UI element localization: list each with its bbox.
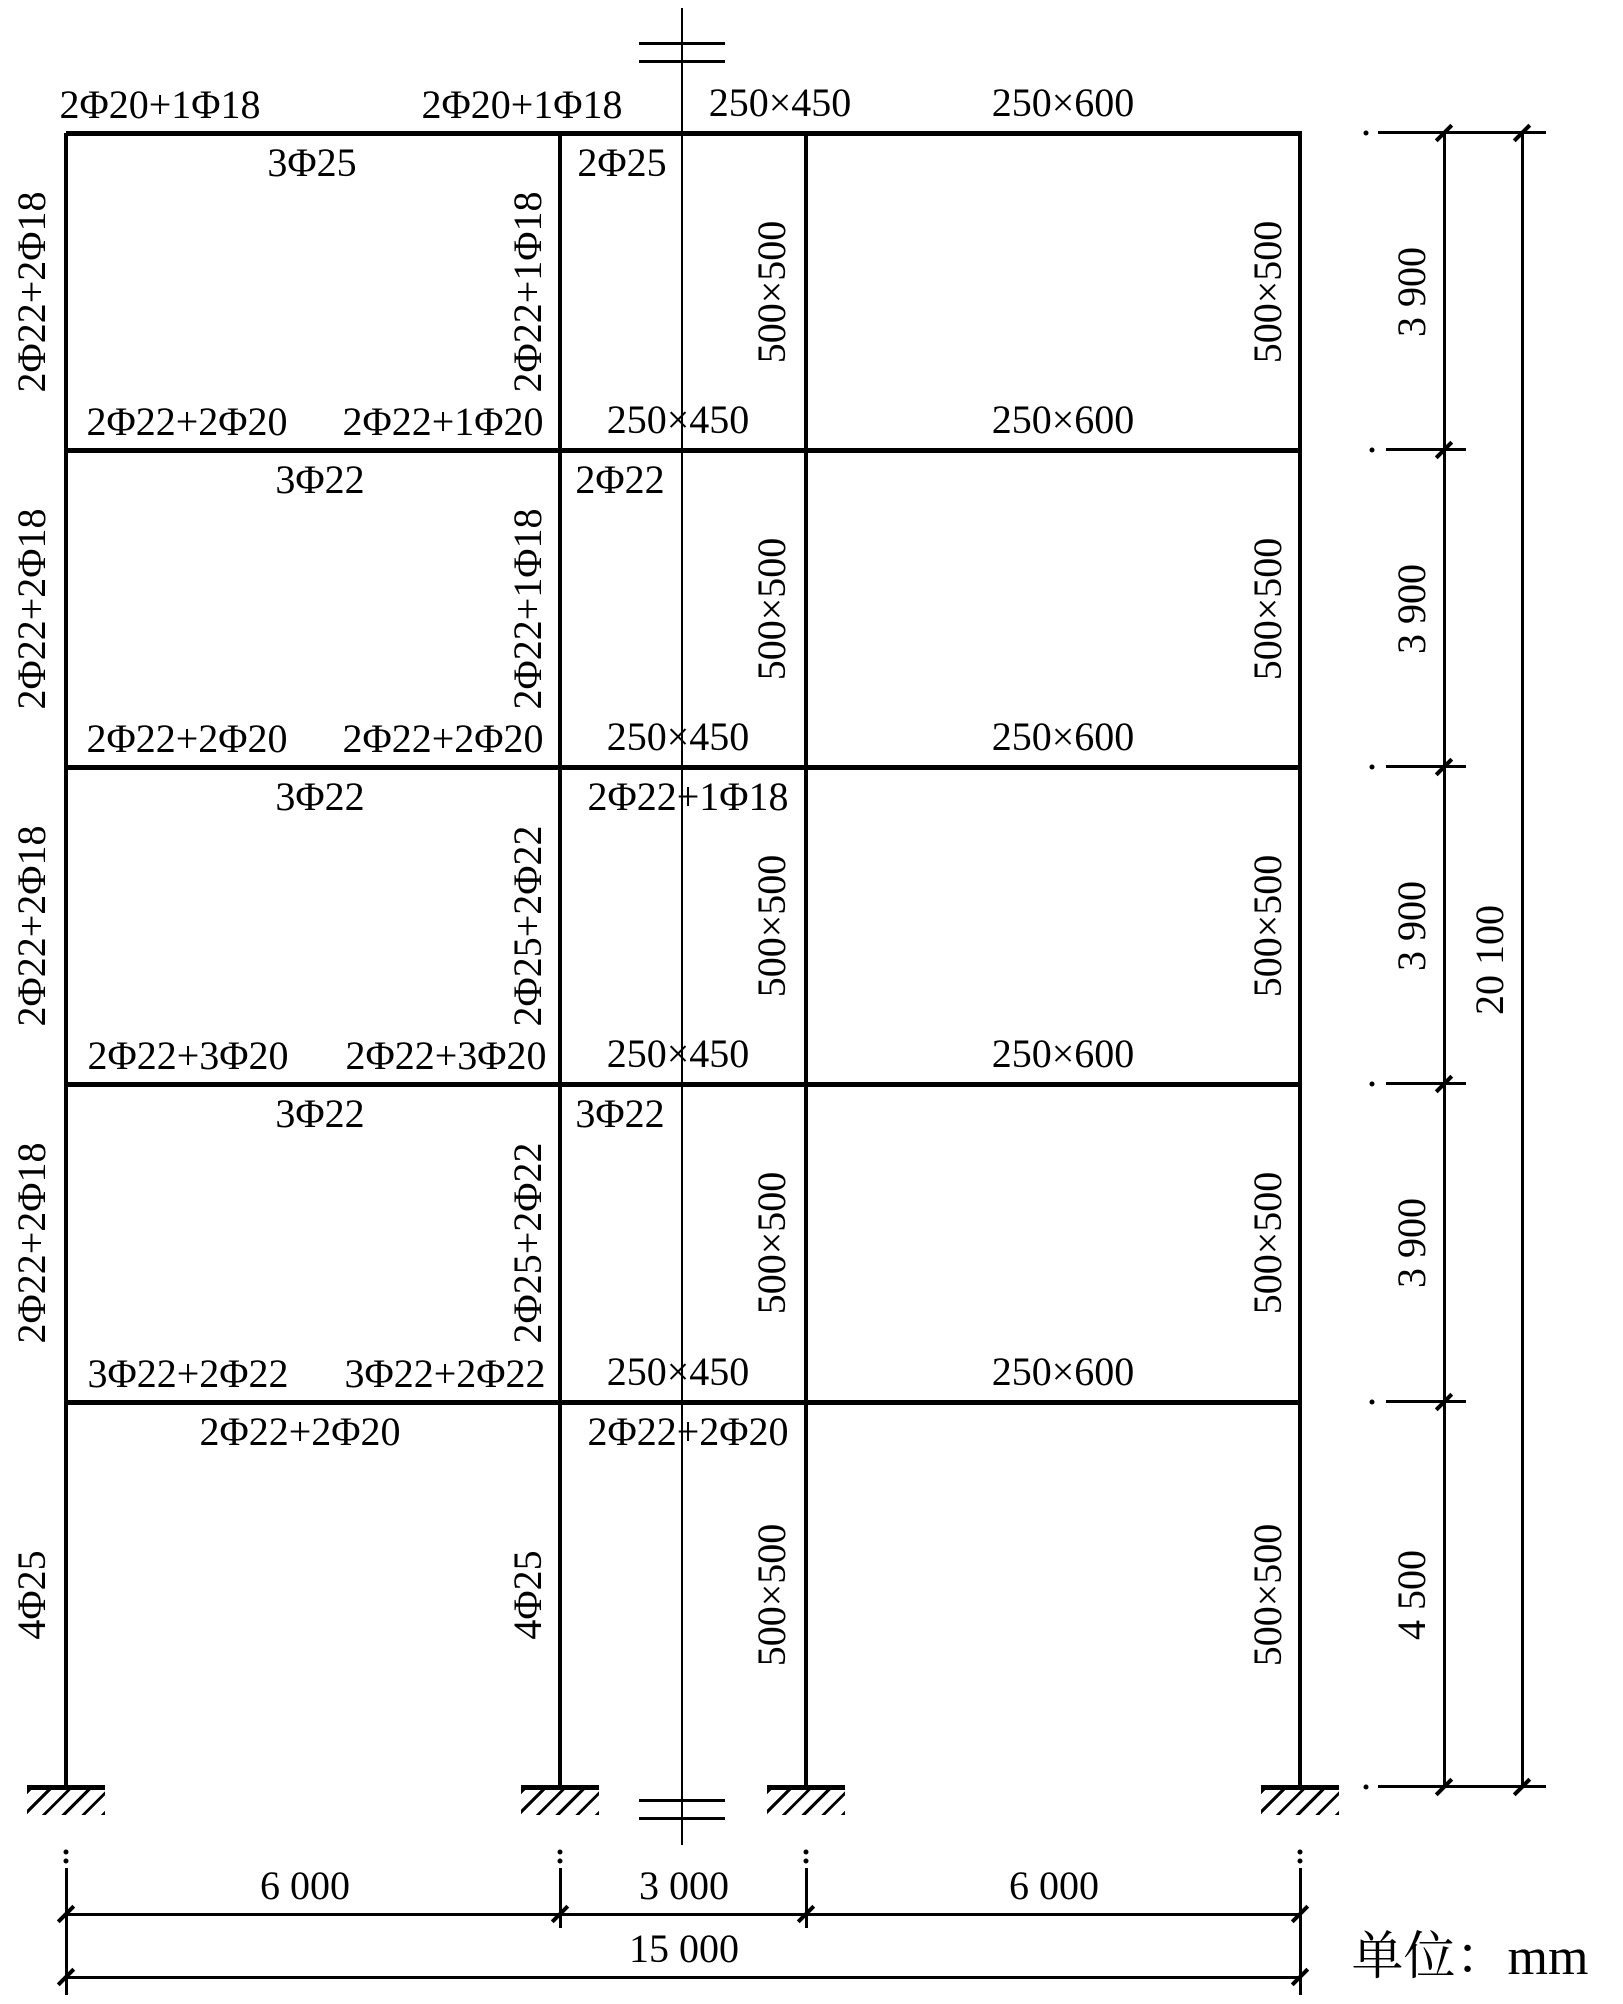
beam-bottom-rebar-label: 2Φ22+1Φ18: [587, 774, 789, 819]
beam-top-rebar-label: 2Φ22+2Φ20: [86, 716, 288, 761]
beam-section-size-label: 250×450: [708, 80, 852, 125]
column-section-size-label: 500×500: [1245, 1171, 1290, 1315]
fixed-support-icon: [767, 1785, 845, 1815]
beam-top-rebar-label: 3Φ22+2Φ22: [87, 1351, 289, 1396]
beam-section-size-label: 250×600: [991, 714, 1135, 759]
extension-line-dot: [804, 1850, 809, 1855]
beam-line-level3: [66, 765, 1302, 770]
column-rebar-label: 2Φ22+2Φ18: [9, 508, 54, 710]
story-height-dim-label: 3 900: [1389, 247, 1434, 337]
column-rebar-label: 2Φ25+2Φ22: [505, 1142, 550, 1344]
extension-line-dot: [1370, 448, 1375, 453]
column-rebar-label: 2Φ22+1Φ18: [505, 508, 550, 710]
axis-break-mark: [639, 1799, 725, 1802]
column-line-outer-right: [1298, 133, 1302, 1787]
bay-dimension-line: [66, 1913, 1302, 1916]
column-rebar-label: 4Φ25: [9, 1550, 54, 1640]
beam-bottom-rebar-label: 3Φ22: [575, 1091, 665, 1136]
extension-line-dot: [558, 1859, 563, 1864]
beam-top-rebar-label: 2Φ22+3Φ20: [345, 1033, 547, 1078]
dimension-extension-line: [1386, 765, 1466, 768]
total-width-dimension-line: [66, 1976, 1302, 1979]
beam-bottom-rebar-label: 2Φ22+2Φ20: [199, 1409, 401, 1454]
beam-section-size-label: 250×450: [606, 1031, 750, 1076]
beam-section-size-label: 250×450: [606, 1349, 750, 1394]
beam-bottom-rebar-label: 2Φ25: [577, 140, 667, 185]
extension-line-dot: [1370, 765, 1375, 770]
column-section-size-label: 500×500: [749, 1171, 794, 1315]
column-section-size-label: 500×500: [749, 537, 794, 681]
extension-line-dot: [64, 1850, 69, 1855]
column-rebar-label: 2Φ25+2Φ22: [505, 825, 550, 1027]
beam-top-rebar-label: 3Φ22+2Φ22: [344, 1351, 546, 1396]
column-section-size-label: 500×500: [1245, 1523, 1290, 1667]
column-line-inner-right: [804, 133, 808, 1787]
dimension-extension-line: [1386, 1082, 1466, 1085]
story-height-dim-label: 3 900: [1389, 564, 1434, 654]
total-height-dimension-line: [1521, 133, 1524, 1787]
beam-top-rebar-label: 2Φ22+1Φ20: [342, 399, 544, 444]
beam-top-rebar-label: 2Φ20+1Φ18: [59, 82, 261, 127]
beam-line-level2: [66, 1082, 1302, 1087]
column-rebar-label: 2Φ22+2Φ18: [9, 825, 54, 1027]
beam-section-size-label: 250×450: [606, 714, 750, 759]
extension-line-dot: [1364, 131, 1369, 136]
story-height-dim-label: 4 500: [1389, 1550, 1434, 1640]
beam-line-level4: [66, 448, 1302, 453]
bay-width-dim-label: 6 000: [1009, 1863, 1099, 1908]
axis-break-mark: [639, 60, 725, 63]
extension-line-dot: [64, 1859, 69, 1864]
beam-line-level1: [66, 1400, 1302, 1405]
beam-top-rebar-label: 2Φ20+1Φ18: [421, 82, 623, 127]
column-section-size-label: 500×500: [749, 1523, 794, 1667]
column-section-size-label: 500×500: [1245, 537, 1290, 681]
extension-line-dot: [1370, 1082, 1375, 1087]
beam-bottom-rebar-label: 3Φ25: [267, 140, 357, 185]
column-section-size-label: 500×500: [1245, 854, 1290, 998]
dimension-extension-line: [559, 1868, 562, 1928]
beam-section-size-label: 250×600: [991, 80, 1135, 125]
story-height-dim-label: 3 900: [1389, 1198, 1434, 1288]
beam-section-size-label: 250×600: [991, 1031, 1135, 1076]
beam-bottom-rebar-label: 2Φ22: [575, 457, 665, 502]
fixed-support-icon: [1261, 1785, 1339, 1815]
unit-note: 单位：mm: [1351, 1929, 1589, 1986]
dimension-extension-line: [1386, 448, 1466, 451]
fixed-support-icon: [27, 1785, 105, 1815]
beam-line-roof: [66, 131, 1302, 136]
story-dimension-chain-line: [1443, 133, 1446, 1787]
extension-line-dot: [1298, 1850, 1303, 1855]
column-rebar-label: 4Φ25: [505, 1550, 550, 1640]
beam-top-rebar-label: 2Φ22+2Φ20: [342, 716, 544, 761]
axis-break-mark: [639, 42, 725, 45]
beam-section-size-label: 250×450: [606, 397, 750, 442]
beam-section-size-label: 250×600: [991, 397, 1135, 442]
bay-width-dim-label: 6 000: [260, 1863, 350, 1908]
column-section-size-label: 500×500: [749, 854, 794, 998]
fixed-support-icon: [521, 1785, 599, 1815]
column-rebar-label: 2Φ22+1Φ18: [505, 191, 550, 393]
beam-bottom-rebar-label: 2Φ22+2Φ20: [587, 1409, 789, 1454]
center-axis-line: [681, 8, 683, 1845]
beam-section-size-label: 250×600: [991, 1349, 1135, 1394]
extension-line-dot: [1298, 1859, 1303, 1864]
beam-top-rebar-label: 2Φ22+3Φ20: [87, 1033, 289, 1078]
column-section-size-label: 500×500: [749, 220, 794, 364]
total-height-dim-label: 20 100: [1467, 905, 1512, 1015]
extension-line-dot: [804, 1859, 809, 1864]
story-height-dim-label: 3 900: [1389, 881, 1434, 971]
beam-bottom-rebar-label: 3Φ22: [275, 457, 365, 502]
bay-width-dim-label: 3 000: [639, 1863, 729, 1908]
column-line-left: [64, 133, 68, 1787]
extension-line-dot: [1364, 1785, 1369, 1790]
column-section-size-label: 500×500: [1245, 220, 1290, 364]
dimension-extension-line: [1386, 1400, 1466, 1403]
column-line-mid: [558, 133, 562, 1787]
extension-line-dot: [558, 1850, 563, 1855]
extension-line-dot: [1370, 1400, 1375, 1405]
beam-bottom-rebar-label: 3Φ22: [275, 1091, 365, 1136]
total-width-dim-label: 15 000: [629, 1926, 739, 1971]
axis-break-mark: [639, 1817, 725, 1820]
column-rebar-label: 2Φ22+2Φ18: [9, 1142, 54, 1344]
column-rebar-label: 2Φ22+2Φ18: [9, 191, 54, 393]
dimension-extension-line: [805, 1868, 808, 1928]
beam-bottom-rebar-label: 3Φ22: [275, 774, 365, 819]
beam-top-rebar-label: 2Φ22+2Φ20: [86, 399, 288, 444]
